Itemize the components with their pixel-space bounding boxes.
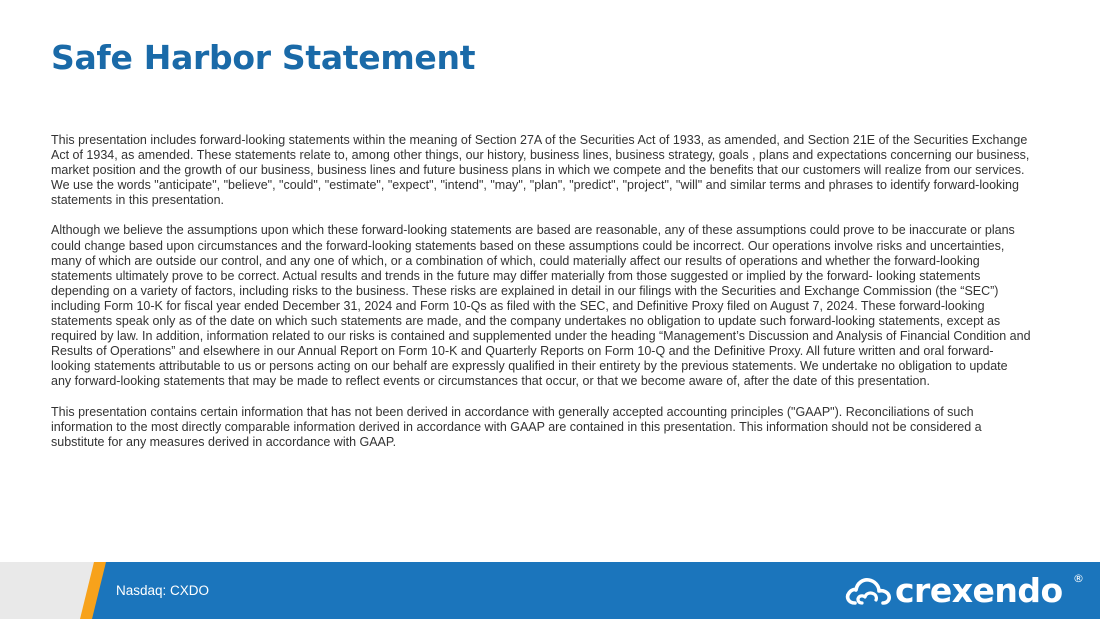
paragraph-gaap: This presentation contains certain information that has not been derived in accordance with generally accepted accounting principles ("GAAP"). Reconciliations of such information to the most directly comparable information derived in accordance with GAAP are contained in this presentation. This information should not be considered a substitute for any measures derived in accordance with GAAP. [51,404,982,449]
disclaimer-body [51,133,1031,465]
logo-wordmark: crexendo [895,571,1063,610]
page-title: Safe Harbor Statement [51,38,476,77]
cloud-icon [845,576,893,606]
footer-bar [0,562,1100,619]
registered-mark: ® [1073,572,1084,585]
paragraph-risks: Although we believe the assumptions upon which these forward-looking statements are based are reasonable, any of these assumptions could prove to be inaccurate or plans could change based upon circumstances and the forward-looking statements based on these assumptions could be incorrect. Our operations involve risks and uncertainties, many of which are outside our control, and any one of which, or a combination of which, could materially affect our results of operations and whether the forward-looking statements ultimately prove to be correct. Actual results and trends in the future may differ materially from those suggested or implied by the forward- looking statements depending on a variety of factors, including risks to the business. These risks are explained in detail in our filings with the Securities and Exchange Commission (the “SEC”) including Form 10-K for fiscal year ended December 31, 2024 and Form 10-Qs as filed with the SEC, and Definitive Proxy filed on August 7, 2024. These forward-looking statements speak only as of the date on which such statements are made, and the company undertakes no obligation to update such forward-looking statements, except as required by law. In addition, information related to our risks is contained and supplemented under the heading “Management’s Discussion and Analysis of Financial Condition and Results of Operations” and elsewhere in our Annual Report on Form 10-K and Quarterly Reports on Form 10-Q and the Definitive Proxy. All future written and oral forward-looking statements attributable to us or persons acting on our behalf are expressly qualified in their entirety by the previous statements. We undertake no obligation to update any forward-looking statements that may be made to reflect events or circumstances that occur, or that we become aware of, after the date of this presentation. [51,223,1031,389]
stock-ticker: Nasdaq: CXDO [116,583,210,598]
paragraph-forward-looking: This presentation includes forward-looking statements within the meaning of Section 27A of the Securities Act of 1933, as amended, and Section 21E of the Securities Exchange Act of 1934, as amended. These statements relate to, among other things, our history, business lines, business strategy, goals , plans and expectations concerning our business, market position and the growth of our business, business lines and future business plans in which we compete and the benefits that our customers will realize from our services. We use the words "anticipate", "believe", "could", "estimate", "expect", "intend", "may", "plan", "predict", "project", "will" and similar terms and phrases to identify forward-looking statements in this presentation. [51,133,1030,208]
crexendo-logo [845,571,1090,611]
